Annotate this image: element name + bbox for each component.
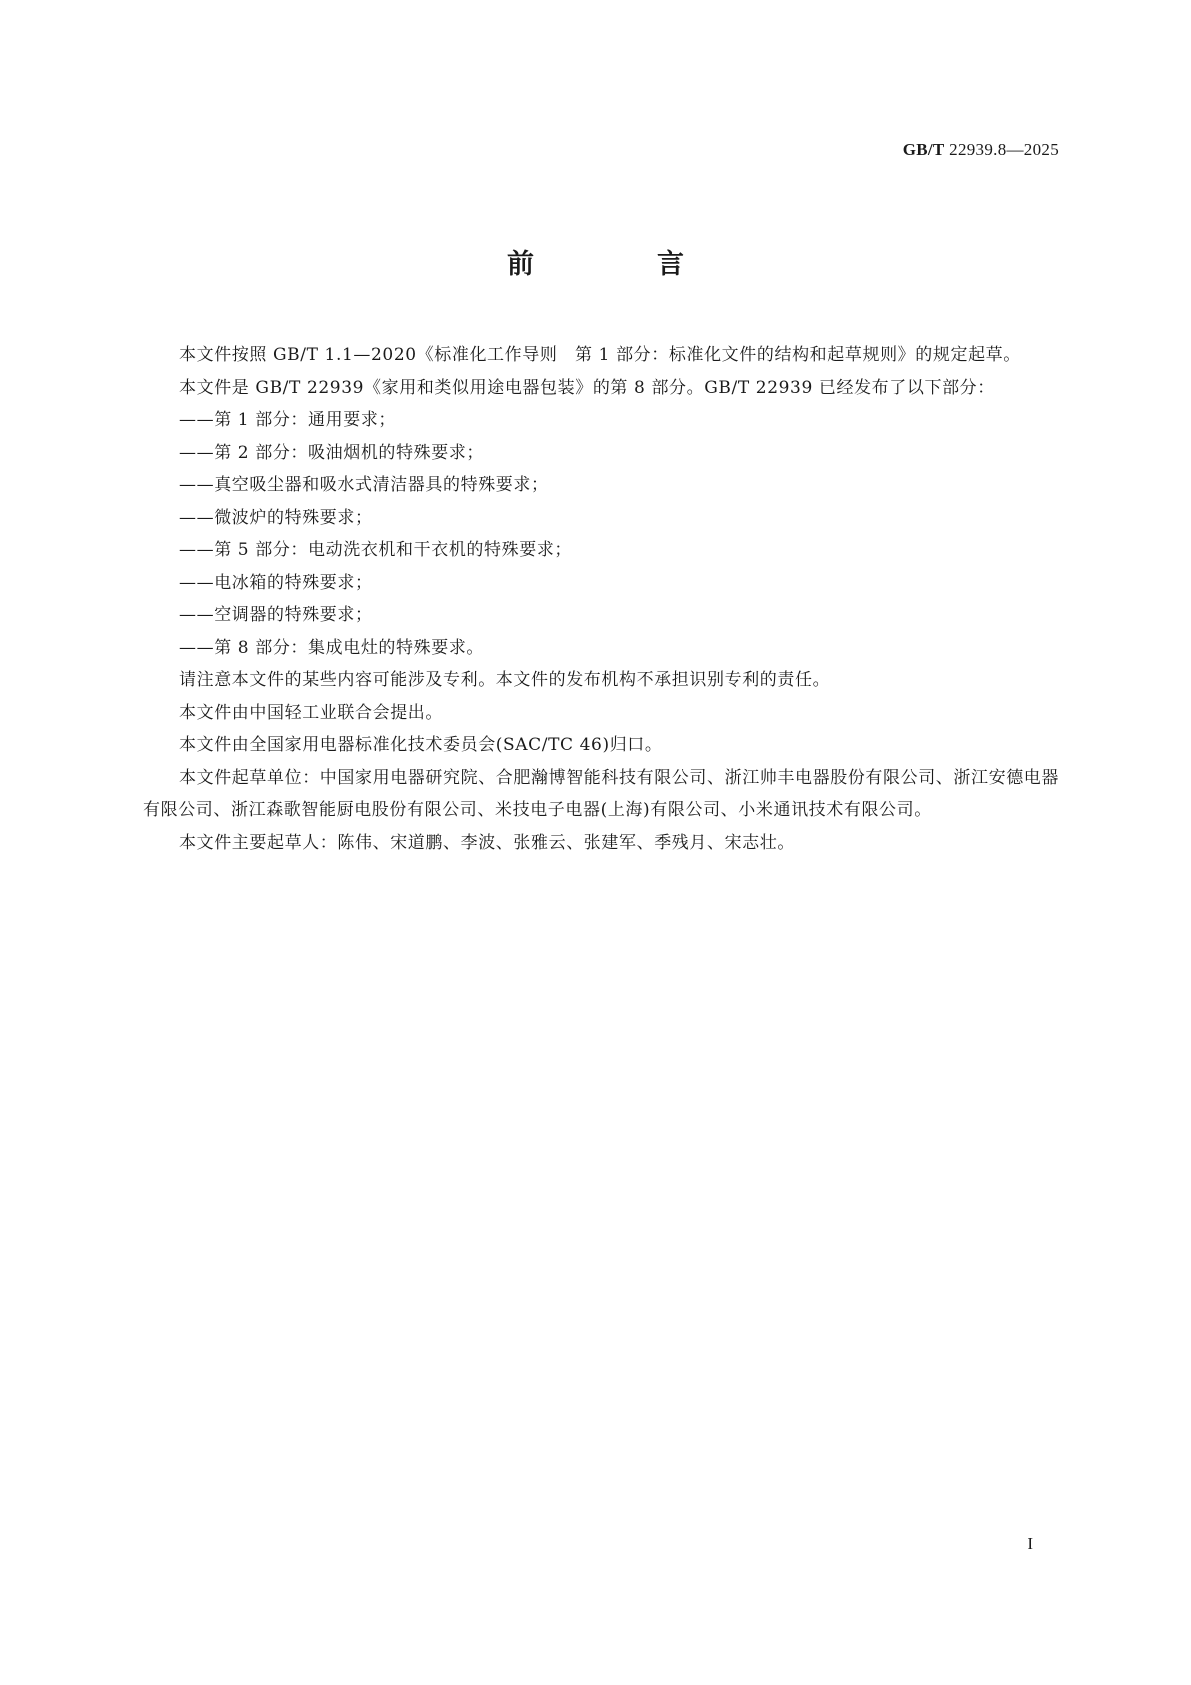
list-item: ——真空吸尘器和吸水式清洁器具的特殊要求； <box>179 475 549 495</box>
standard-prefix: GB/T <box>902 140 945 159</box>
page-number: I <box>1027 1534 1033 1553</box>
list-item: ——空调器的特殊要求； <box>179 605 373 625</box>
page-title: 前 言 <box>507 249 732 280</box>
standard-number: 22939.8—2025 <box>949 140 1059 159</box>
list-item: ——第 8 部分：集成电灶的特殊要求。 <box>179 637 485 658</box>
standard-code <box>903 140 1059 160</box>
paragraph-proposer: 本文件由中国轻工业联合会提出。 <box>179 702 443 723</box>
parts-list <box>143 404 1059 664</box>
list-item: ——第 5 部分：电动洗衣机和干衣机的特殊要求； <box>179 540 573 560</box>
list-item: ——电冰箱的特殊要求； <box>179 572 373 593</box>
paragraph-drafting-rules: 本文件按照 GB/T 1.1—2020《标准化工作导则 第 1 部分：标准化文件的结构和起草规则》的规定起草。 <box>179 345 1021 365</box>
list-item: ——微波炉的特殊要求； <box>179 507 373 528</box>
paragraph-technical-committee: 本文件由全国家用电器标准化技术委员会(SAC/TC 46)归口。 <box>179 735 663 755</box>
paragraph-patent-notice: 请注意本文件的某些内容可能涉及专利。本文件的发布机构不承担识别专利的责任。 <box>179 670 831 690</box>
paragraph-drafters: 本文件主要起草人：陈伟、宋道鹏、李波、张雅云、张建军、季残月、宋志壮。 <box>179 832 795 853</box>
paragraph-drafting-units: 本文件起草单位：中国家用电器研究院、合肥瀚博智能科技有限公司、浙江帅丰电器股份有限公司、浙江安德电器有限公司、浙江森歌智能厨电股份有限公司、米技电子电器(上海)有限公司、小米通讯技术有限公司。 <box>143 767 1059 820</box>
list-item: ——第 2 部分：吸油烟机的特殊要求； <box>179 442 485 463</box>
foreword-body <box>143 339 1059 859</box>
paragraph-series-intro: 本文件是 GB/T 22939《家用和类似用途电器包装》的第 8 部分。GB/T 22939 已经发布了以下部分： <box>179 377 995 398</box>
list-item: ——第 1 部分：通用要求； <box>179 410 397 430</box>
